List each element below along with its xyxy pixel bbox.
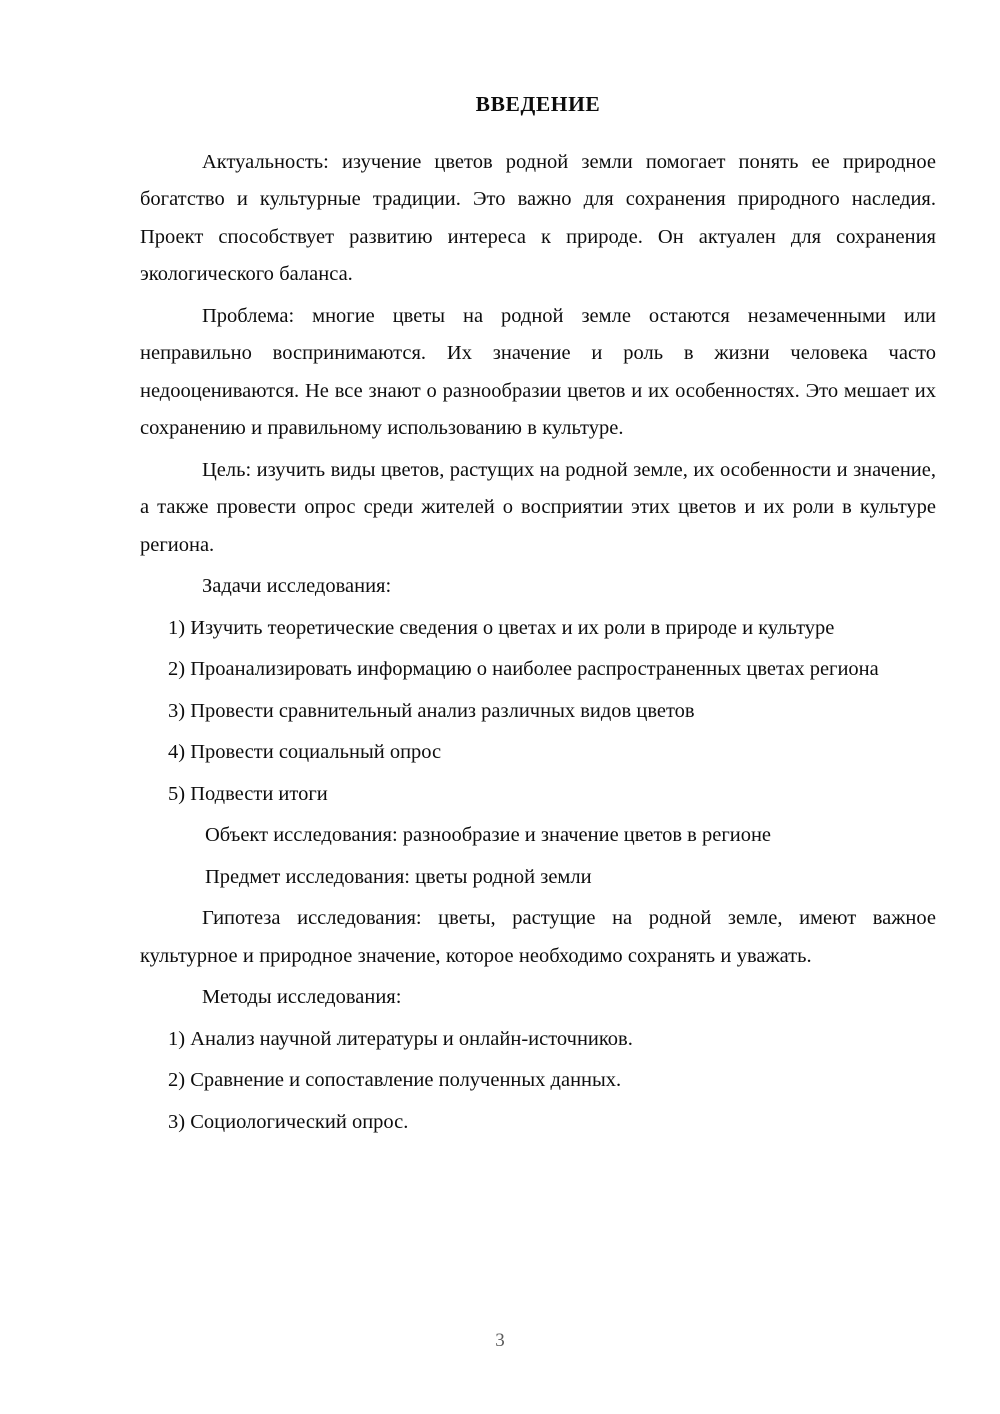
tasks-heading: Задачи исследования: [202, 575, 392, 598]
goal-paragraph: Цель: изучить виды цветов, растущих на родной земле, их особенности и значение, а также провести опрос среди жителей о восприятии этих цветов и их роли в культуре региона. [140, 458, 936, 556]
subject-of-research-line: Предмет исследования: цветы родной земли [205, 865, 592, 888]
task-item-3: 3) Провести сравнительный анализ различных видов цветов [168, 699, 695, 722]
method-item-3: 3) Социологический опрос. [168, 1110, 409, 1133]
task-item-4: 4) Провести социальный опрос [168, 741, 442, 764]
task-item-1: 1) Изучить теоретические сведения о цветах и их роли в природе и культуре [168, 616, 835, 639]
method-item-1: 1) Анализ научной литературы и онлайн-источников. [168, 1027, 633, 1050]
method-item-2: 2) Сравнение и сопоставление полученных данных. [168, 1069, 622, 1092]
page-title: ВВЕДЕНИЕ [475, 92, 601, 116]
problem-paragraph: Проблема: многие цветы на родной земле остаются незамеченными или неправильно воспринимаются. Их значение и роль в жизни человека часто недооцениваются. Не все знают о разнообразии цветов и их особенностях. Это мешает их сохранению и правильному использованию в культуре. [140, 304, 936, 440]
hypothesis-paragraph: Гипотеза исследования: цветы, растущие на родной земле, имеют важное культурное и природное значение, которое необходимо сохранять и уважать. [140, 907, 936, 967]
page-number: 3 [495, 1330, 505, 1351]
page-content [140, 92, 936, 1145]
object-of-research-line: Объект исследования: разнообразие и значение цветов в регионе [205, 824, 772, 847]
relevance-paragraph: Актуальность: изучение цветов родной земли помогает понять ее природное богатство и культурные традиции. Это важно для сохранения природного наследия. Проект способствует развитию интереса к природе. Он актуален для сохранения экологического баланса. [140, 150, 936, 286]
task-item-2: 2) Проанализировать информацию о наиболее распространенных цветах региона [168, 658, 879, 681]
methods-heading: Методы исследования: [202, 986, 402, 1009]
task-item-5: 5) Подвести итоги [168, 782, 328, 805]
